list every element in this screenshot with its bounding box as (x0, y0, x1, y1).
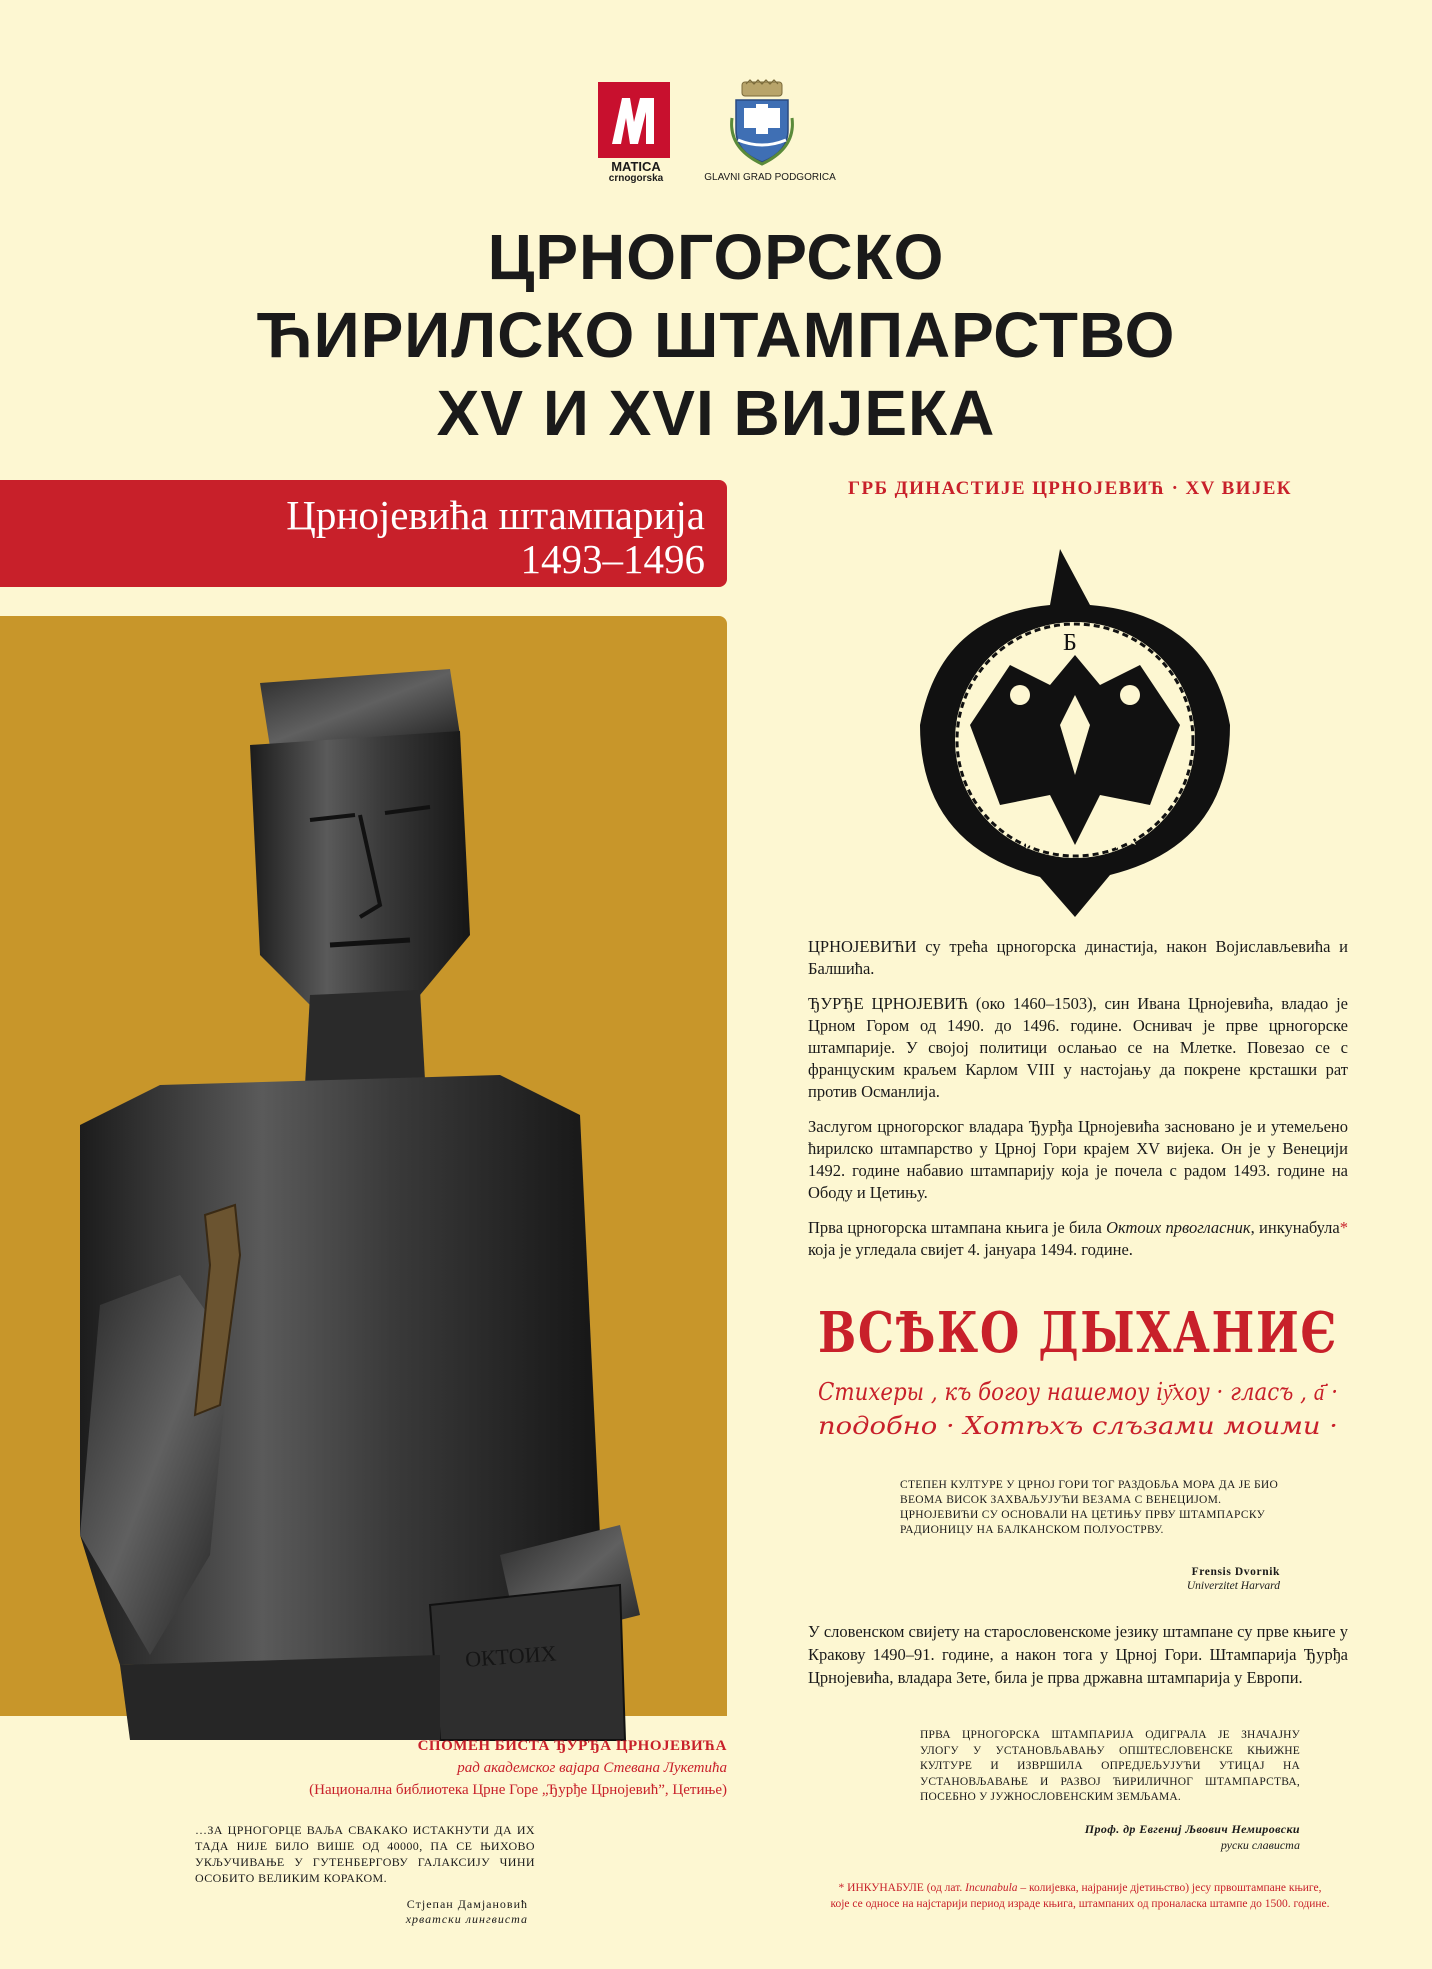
bust-caption-author: рад академског вајара Стевана Лукетића (457, 1760, 727, 1776)
octoechos-title: Октоих првогласник (1106, 1218, 1251, 1237)
quote-nemirovski-role: руски слависта (1220, 1838, 1300, 1852)
quote-nemirovski-author: Проф. др Евгениј Љвович Немировски (1084, 1822, 1300, 1836)
footnote-line-1: * ИНКУНАБУЛЕ (од лат. Incunabula – колијевка, најраније дјетињство) јесу првоштампане књиге, (838, 1882, 1322, 1894)
quote-dvornik-role: Univerzitet Harvard (1186, 1580, 1280, 1592)
body-text (808, 936, 1348, 1274)
quote-dvornik-author: Frensis Dvornik (1191, 1566, 1280, 1578)
title-line-2: ЋИРИЛСКО ШТАМПАРСТВО (256, 299, 1176, 371)
incunabula-line-2: Стихеры , къ богоу нашемоу іу҃хоу · гласъ , а҃ · (818, 1378, 1338, 1406)
body-paragraph-4: Прва црногорска штампана књига је била Октоих првогласник, инкунабула* која је угледала свијет 4. јануара 1494. године. (808, 1218, 1348, 1259)
quote-nemirovski: ПРВА ЦРНОГОРСКА ШТАМПАРИЈА ОДИГРАЛА ЈЕ ЗНАЧАЈНУ УЛОГУ У УСТАНОВЉАВАЊУ ОПШТЕСЛОВЕНСКЕ КЊИЖНЕ КУЛТУРЕ И ИЗВРШИЛА ОПРЕДЈЕЉУЈУЋИ УТИЦАЈ НА УСТАНОВЉАВАЊЕ И РАЗВОЈ ЋИРИЛИЧНОГ ШТАМПАРСТВА, ПОСЕБНО У ЈУЖНОСЛОВЕНСКИМ ЗЕМЉАМА. (920, 1729, 1300, 1803)
bust-caption-location: (Национална библиотека Црне Горе „Ђурђе Црнојевић”, Цетиње) (309, 1782, 727, 1798)
page-title (0, 218, 1432, 452)
slavic-printing-text: У словенском свијету на старословенскоме језику штампане су прве књиге у Кракову 1490–91. године, а након тога у Црној Гори. Штампарија Ђурђа Црнојевића, владара Зете, била је прва државна штампарија у Европи. (808, 1622, 1348, 1687)
title-line-1: ЦРНОГОРСКО (487, 221, 945, 293)
footnote-line-2: које се односе на најстарији период израде књига, штампаних од проналаска штампе до 1500. године. (830, 1898, 1330, 1910)
podgorica-logo-name: GLAVNI GRAD PODGORICA (704, 172, 836, 183)
title-line-3: XV И XVI ВИЈЕКА (436, 377, 996, 449)
crnojevic-crest-icon (910, 545, 1240, 920)
matica-logo-sub: crnogorska (608, 173, 664, 184)
incunabula-line-3: подобно · Хотѣхъ слъзами моими · (818, 1412, 1338, 1440)
body-paragraph-2: ЂУРЂЕ ЦРНОЈЕВИЋ (око 1460–1503), син Ивана Црнојевића, владао је Црном Гором од 1490. до 1496. године. Оснивач је прве црногорске штампарије. У својој политици ослањао се на Млетке. Повезао се с француским краљем Карлом VIII у настојању да покрене крсташки рат против Османлија. (808, 994, 1348, 1101)
incunabula-line-1: ВСѢКО ДЫХАНИЄ (818, 1300, 1338, 1366)
incunabula-sample-image (808, 1272, 1348, 1452)
bust-book-inscription: ОКТОИХ (464, 1640, 558, 1672)
footnote (740, 1880, 1420, 1912)
crest-heading: ГРБ ДИНАСТИЈЕ ЦРНОЈЕВИЋ · XV ВИЈЕК (848, 478, 1292, 499)
footnote-mark: * (1339, 1218, 1348, 1237)
quote-dvornik: СТЕПЕН КУЛТУРЕ У ЦРНОЈ ГОРИ ТОГ РАЗДОБЉА МОРА ДА ЈЕ БИО ВЕОМА ВИСОК ЗАХВАЉУЈУЋИ ВЕЗАМА С ВЕНЕЦИЈОМ. ЦРНОЈЕВИЋИ СУ ОСНОВАЛИ НА ЦЕТИЊУ ПРВУ ШТАМПАРСКУ РАДИОНИЦУ НА БАЛКАНСКОМ ПОЛУОСТРВУ. (900, 1479, 1279, 1536)
quote-damjanovic-role: хрватски лингвиста (405, 1912, 528, 1926)
section-banner (0, 480, 727, 587)
svg-text:Б: Б (1063, 630, 1077, 656)
podgorica-crest-icon (728, 78, 796, 168)
banner-title: Црнојевића штампарија (286, 492, 705, 538)
quote-damjanovic: …ЗА ЦРНОГОРЦЕ ВАЉА СВАКАКО ИСТАКНУТИ ДА ИХ ТАДА НИЈЕ БИЛО ВИШЕ ОД 40000, ПА СЕ ЊИХОВО УКЉУЧИВАЊЕ У ГУТЕНБЕРГОВУ ГАЛАКСИЈУ ЧИНИ ОСОБИТО ВЕЛИКИМ КОРАКОМ. (195, 1823, 535, 1885)
quote-damjanovic-author: Стјепан Дамјановић (406, 1897, 528, 1911)
banner-years: 1493–1496 (520, 536, 705, 582)
matica-logo-icon (598, 82, 670, 158)
matica-logo-name: MATICA (611, 159, 661, 174)
body-paragraph-1: ЦРНОЈЕВИЋИ су трећа црногорска династија, након Војислављевића и Балшића. (808, 937, 1348, 978)
bust-caption-title: СПОМЕН БИСТА ЂУРЂА ЦРНОЈЕВИЋА (417, 1738, 727, 1754)
body-paragraph-3: Заслугом црногорског владара Ђурђа Црнојевића засновано је и утемељено ћирилско штампарство у Црној Гори крајем XV вијека. Он је у Венецији 1492. године набавио штампарију која је почела с радом 1493. године на Ободу и Цетињу. (808, 1117, 1348, 1202)
bust-sculpture-image (60, 655, 760, 1740)
